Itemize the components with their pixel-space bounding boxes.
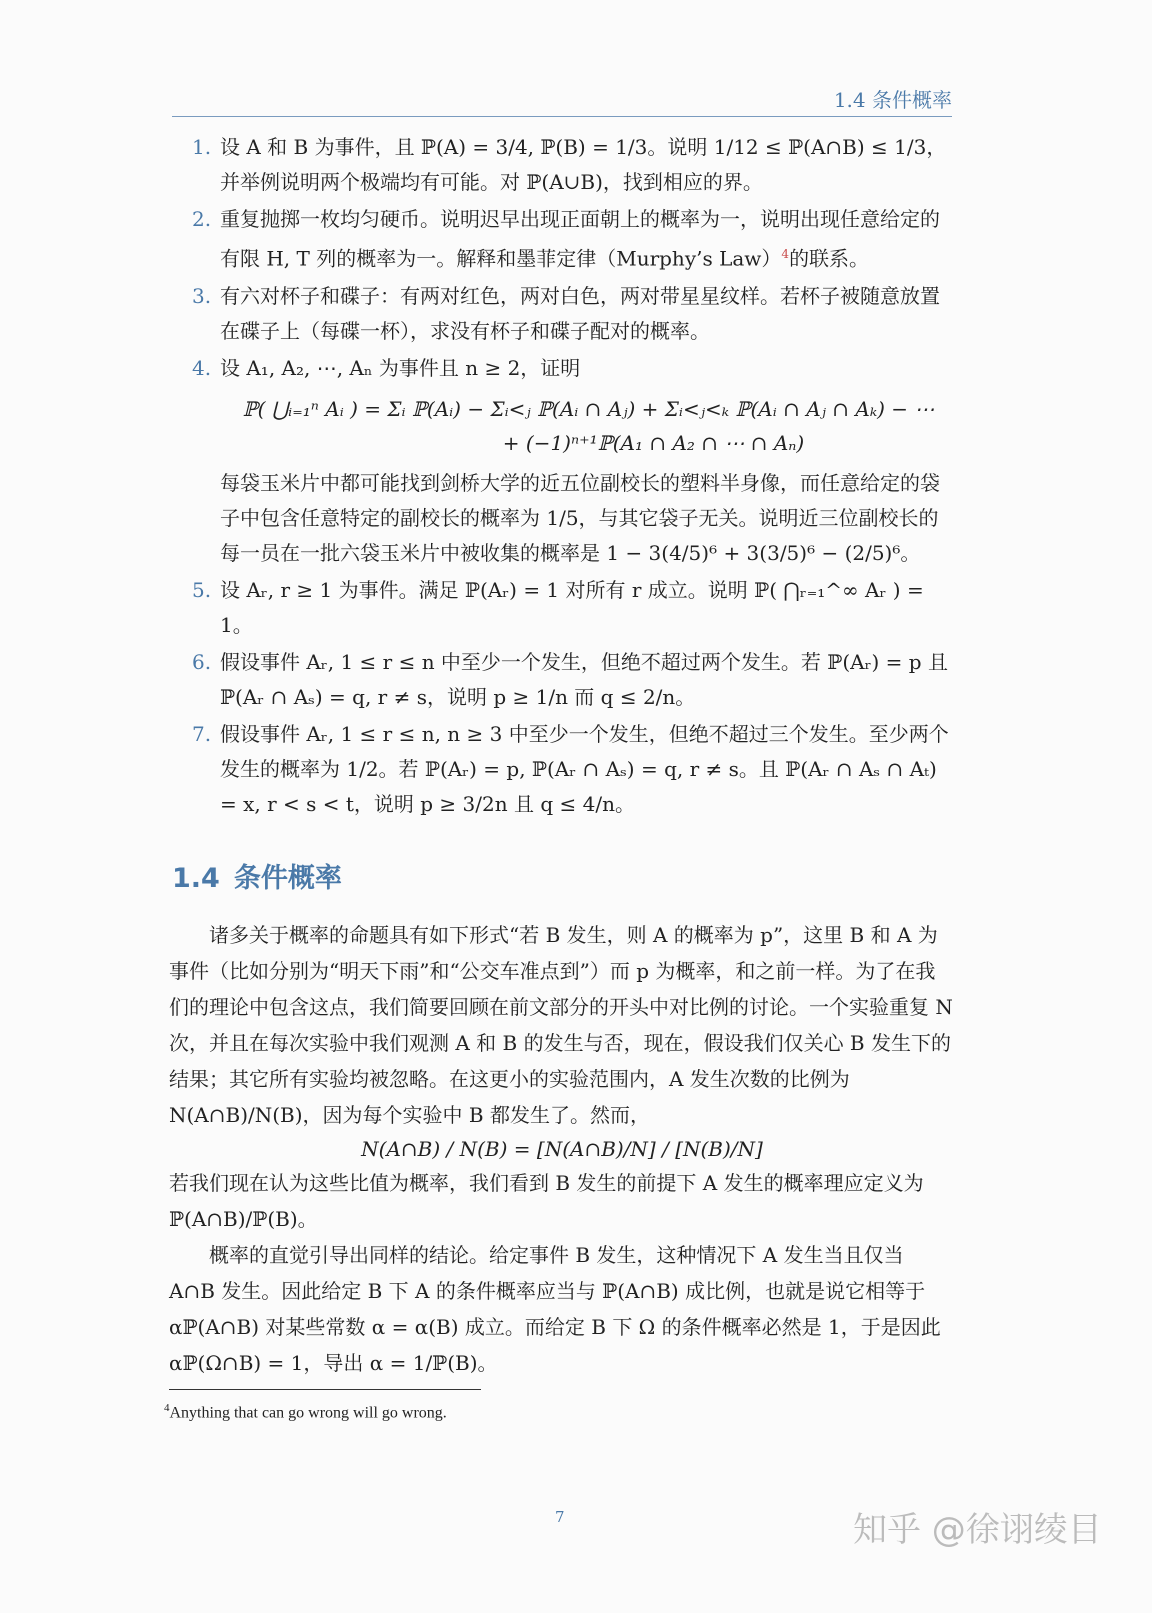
exercise-text-part: 的联系。 — [789, 246, 870, 271]
exercise-text-part: 重复抛掷一枚均匀硬币。说明迟早出现正面朝上的概率为一，说明出现任意给定的有限 H, T 列的概率为一。解释和墨菲定律（Murphy’s Law） — [220, 207, 940, 271]
exercise-text: 有六对杯子和碟子：有两对红色，两对白色，两对带星星纹样。若杯子被随意放置在碟子上（每碟一杯），求没有杯子和碟子配对的概率。 — [220, 283, 940, 343]
exercise-text: 假设事件 Aᵣ, 1 ≤ r ≤ n, n ≥ 3 中至少一个发生，但绝不超过三个发生。至少两个发生的概率为 1/2。若 ℙ(Aᵣ) = p, ℙ(Aᵣ ∩ Aₛ) = q, r ≠ s。且 ℙ(Aᵣ ∩ Aₛ ∩ Aₜ) = x, r < s < t，说明 p ≥ 3/2n 且 q ≤ 4/n。 — [220, 721, 949, 816]
exercise-number: 6. — [192, 649, 212, 674]
exercise-number: 7. — [192, 721, 212, 746]
paragraph: 诸多关于概率的命题具有如下形式“若 B 发生，则 A 的概率为 p”，这里 B 和 A 为事件（比如分别为“明天下雨”和“公交车准点到”）而 p 为概率，和之前一样。为了在我们的理论中包含这点，我们简要回顾在前文部分的开头中对比例的讨论。一个实验重复 N 次，并且在每次实验中我们观测 A 和 B 的发生与否，现在，假设我们仅关心 B 发生下的结果；其它所有实验均被忽略。在这更小的实验范围内，A 发生次数的比例为 N(A∩B)/N(B)，因为每个实验中 B 都发生了。然而， — [169, 923, 953, 1127]
exercise-7 — [192, 717, 957, 822]
section-body — [169, 917, 955, 1381]
exercise-text: 设 A 和 B 为事件，且 ℙ(A) = 3/4, ℙ(B) = 1/3。说明 1/12 ≤ ℙ(A∩B) ≤ 1/3，并举例说明两个极端均有可能。对 ℙ(A∪B)，找到相应的界。 — [220, 135, 947, 194]
exercise-1 — [192, 130, 957, 200]
page-number: 7 — [555, 1508, 565, 1526]
exercise-number: 2. — [192, 207, 212, 231]
exercise-text-part: 每袋玉米片中都可能找到剑桥大学的近五位副校长的塑料半身像，而任意给定的袋子中包含任意特定的副校长的概率为 1/5，与其它袋子无关。说明近三位副校长的每一员在一批六袋玉米片中被收集的概率是 1 − 3(4/5)⁶ + 3(3/5)⁶ − (2/5)⁶。 — [220, 470, 940, 565]
section-number: 1.4 — [172, 863, 220, 894]
running-title: 1.4 条件概率 — [833, 88, 952, 112]
exercise-4 — [192, 351, 957, 571]
exercise-6 — [192, 645, 957, 715]
exercise-text: 设 Aᵣ, r ≥ 1 为事件。满足 ℙ(Aᵣ) = 1 对所有 r 成立。说明 ℙ( ⋂ᵣ₌₁^∞ Aᵣ ) = 1。 — [220, 577, 924, 637]
section-title: 条件概率 — [233, 863, 342, 894]
footnote — [164, 1402, 447, 1422]
exercise-number: 1. — [192, 135, 212, 159]
section-heading — [172, 856, 356, 895]
running-header — [172, 84, 952, 117]
paragraph: 概率的直觉引导出同样的结论。给定事件 B 发生，这种情况下 A 发生当且仅当 A∩B 发生。因此给定 B 下 A 的条件概率应当与 ℙ(A∩B) 成比例，也就是说它相等于 αℙ(A∩B) 对某些常数 α = α(B) 成立。而给定 B 下 Ω 的条件概率必然是 1，于是因此 αℙ(Ω∩B) = 1，导出 α = 1/ℙ(B)。 — [169, 1243, 941, 1375]
exercise-text-part: 设 A₁, A₂, ⋯, Aₙ 为事件且 n ≥ 2，证明 — [220, 355, 581, 380]
ratio-equation: N(A∩B) / N(B) = [N(A∩B)/N] / [N(B)/N] — [361, 1137, 763, 1161]
exercise-2 — [192, 202, 957, 277]
formula-line-2: + (−1)ⁿ⁺¹ℙ(A₁ ∩ A₂ ∩ ⋯ ∩ Aₙ) — [502, 430, 805, 455]
exercise-text: 假设事件 Aᵣ, 1 ≤ r ≤ n 中至少一个发生，但绝不超过两个发生。若 ℙ(Aᵣ) = p 且 ℙ(Aᵣ ∩ Aₛ) = q, r ≠ s，说明 p ≥ 1/n 而 q ≤ 2/n。 — [220, 649, 948, 709]
exercise-3 — [192, 279, 957, 349]
exercise-5 — [192, 573, 957, 643]
footnote-mark: 4 — [164, 1402, 170, 1414]
exercise-number: 4. — [192, 355, 212, 380]
exercise-number: 5. — [192, 577, 212, 602]
paragraph: 若我们现在认为这些比值为概率，我们看到 B 发生的前提下 A 发生的概率理应定义为 ℙ(A∩B)/ℙ(B)。 — [169, 1171, 924, 1231]
exercise-list — [192, 130, 957, 824]
inclusion-exclusion-formula — [220, 392, 957, 460]
formula-line-1: ℙ( ⋃ᵢ₌₁ⁿ Aᵢ ) = Σᵢ ℙ(Aᵢ) − Σᵢ<ⱼ ℙ(Aᵢ ∩ Aⱼ) + Σᵢ<ⱼ<ₖ ℙ(Aᵢ ∩ Aⱼ ∩ Aₖ) − ⋯ — [242, 396, 935, 421]
footnote-text: Anything that can go wrong will go wrong. — [169, 1404, 447, 1422]
footnote-ref[interactable]: 4 — [781, 247, 790, 261]
exercise-text — [220, 202, 957, 277]
exercise-number: 3. — [192, 283, 212, 308]
exercise-text — [220, 351, 957, 571]
watermark: 知乎 @徐诩绫目 — [853, 1510, 1102, 1550]
footnote-rule — [169, 1389, 481, 1390]
